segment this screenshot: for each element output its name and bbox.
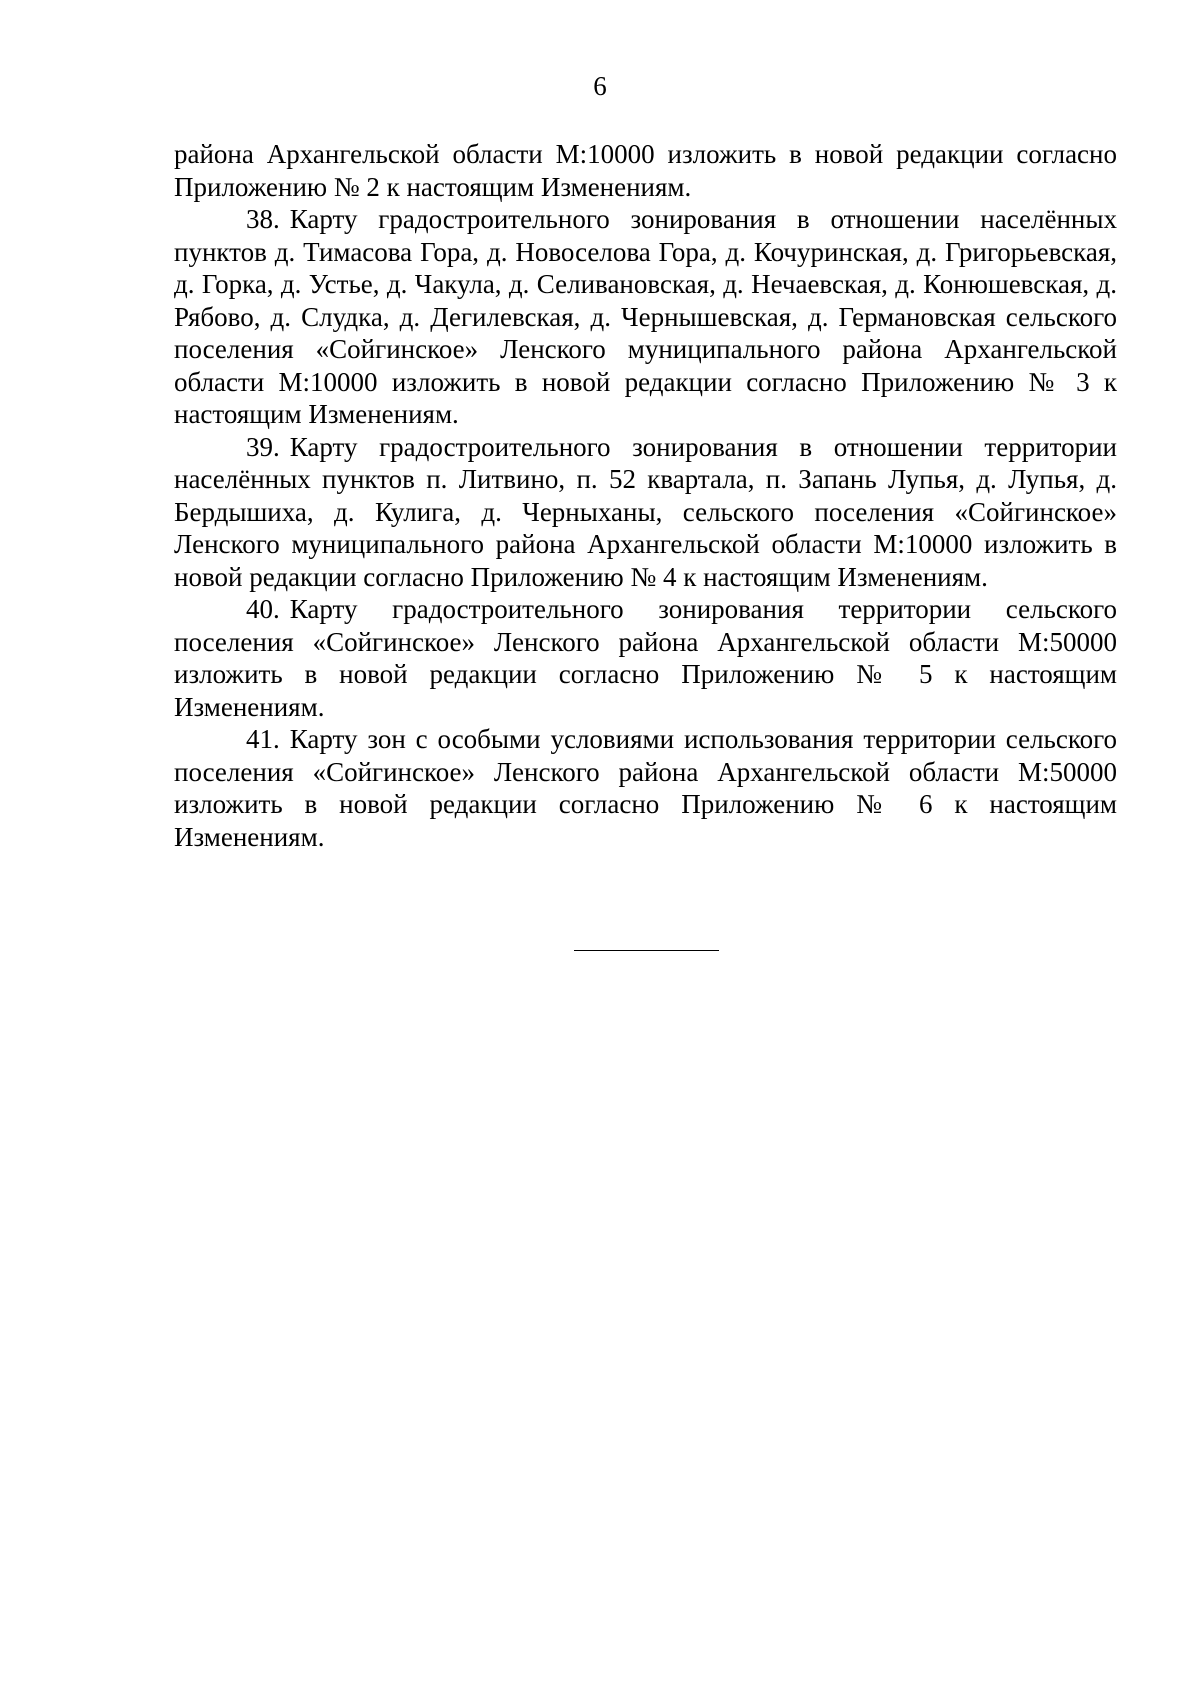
item-number: 39. — [246, 431, 280, 462]
page-number: 6 — [593, 71, 607, 101]
item-number: 38. — [246, 204, 280, 234]
closing-divider-line — [574, 950, 719, 951]
list-item-41 — [174, 723, 1117, 853]
item-text: Карту градостроительного зонирования в отношении территории населённых пунктов п. Литвино, п. 52 квартала, п. Запань Лупья, д. Лупья, д. Бердышиха, д. Кулига, д. Черныханы, сельского поселения «Сойгинское» Ленского муниципального района Архангельской области М:10000 изложить в новой редакции согласно Приложению № 4 к настоящим Изменениям. — [174, 431, 1117, 592]
continuation-paragraph: района Архангельской области М:10000 изложить в новой редакции согласно Приложению № 2 к настоящим Изменениям. — [174, 139, 1117, 202]
item-text: Карту градостроительного зонирования территории сельского поселения «Сойгинское» Ленского района Архангельской области М:50000 изложить в новой редакции согласно Приложению № 5 к настоящим Изменениям. — [174, 594, 1117, 722]
document-body — [174, 138, 1117, 853]
item-text: Карту градостроительного зонирования в отношении населённых пунктов д. Тимасова Гора, д. Новоселова Гора, д. Кочуринская, д. Григорьевская, д. Горка, д. Устье, д. Чакула, д. Селивановская, д. Нечаевская, д. Конюшевская, д. Рябово, д. Слудка, д. Дегилевская, д. Чернышевская, д. Германовская сельского поселения «Сойгинское» Ленского муниципального района Архангельской области М:10000 изложить в новой редакции согласно Приложению № 3 к настоящим Изменениям. — [174, 204, 1117, 429]
item-number: 40. — [246, 594, 280, 624]
list-item-39 — [174, 431, 1117, 594]
list-item-40 — [174, 593, 1117, 723]
item-text: Карту зон с особыми условиями использования территории сельского поселения «Сойгинское» Ленского района Архангельской области М:50000 изложить в новой редакции согласно Приложению № 6 к настоящим Изменениям. — [174, 724, 1117, 852]
list-item-38 — [174, 203, 1117, 431]
item-number: 41. — [246, 724, 280, 754]
